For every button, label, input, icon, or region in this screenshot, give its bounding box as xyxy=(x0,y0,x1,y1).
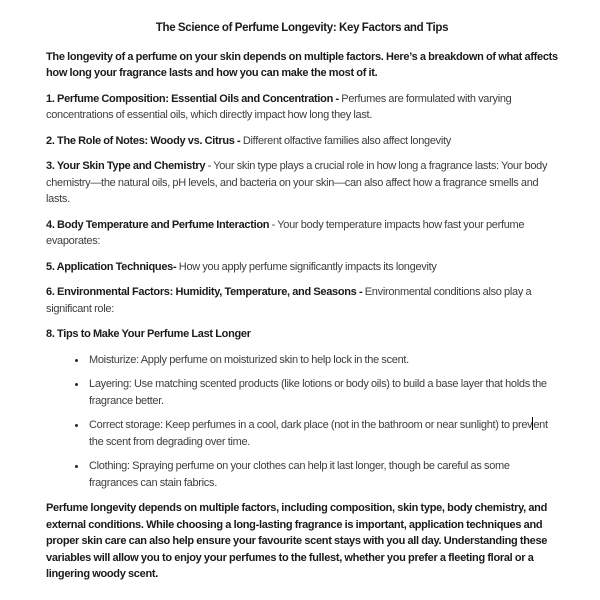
section-1-paragraph[interactable] xyxy=(46,91,558,124)
tip-clothing[interactable] xyxy=(87,458,558,491)
section-2-body: Different olfactive families also affect longevity xyxy=(240,134,451,147)
section-4-heading: 4. Body Temperature and Perfume Interaction xyxy=(46,218,270,231)
section-3-paragraph[interactable] xyxy=(46,158,558,208)
section-1-heading: 1. Perfume Composition: Essential Oils and Concentration - xyxy=(46,92,339,105)
tip-moisturize[interactable] xyxy=(87,352,558,369)
section-2-heading: 2. The Role of Notes: Woody vs. Citrus - xyxy=(46,134,241,147)
section-5-paragraph[interactable] xyxy=(46,259,558,276)
section-2-paragraph[interactable] xyxy=(46,133,558,150)
document-title: The Science of Perfume Longevity: Key Factors and Tips xyxy=(155,22,449,34)
section-6-heading: 6. Environmental Factors: Humidity, Temperature, and Seasons - xyxy=(46,286,363,298)
tips-list xyxy=(46,352,558,492)
tip-storage[interactable] xyxy=(87,417,558,450)
tip-layering-text: Layering: Use matching scented products (like lotions or body oils) to build a base layer that holds the fragrance better. xyxy=(89,378,547,407)
section-3-body: - Your skin type plays a crucial role in how long a fragrance lasts: Your body chemistry—the natural oils, pH levels, and bacteria on your skin—can also affect how a fragrance smells and lasts. xyxy=(46,160,548,205)
tip-layering[interactable] xyxy=(87,376,558,409)
section-5-body: How you apply perfume significantly impacts its longevity xyxy=(176,260,437,273)
section-4-paragraph[interactable] xyxy=(46,217,558,250)
conclusion-paragraph[interactable]: Perfume longevity depends on multiple factors, including composition, skin type, body chemistry, and external conditions. While choosing a long-lasting fragrance is important, application techniques and proper skin care can also help ensure your favourite scent stays with you all day. Understanding these variables will allow you to enjoy your perfumes to the fullest, whether you prefer a fleeting floral or a lingering woody scent. xyxy=(46,502,548,580)
tip-storage-text-after-caret: ent the scent from degrading over time. xyxy=(89,419,548,448)
section-3-heading: 3. Your Skin Type and Chemistry xyxy=(46,160,206,172)
tip-moisturize-text: Moisturize: Apply perfume on moisturized skin to help lock in the scent. xyxy=(89,353,409,366)
tip-storage-text-before-caret: Correct storage: Keep perfumes in a cool, dark place (not in the bathroom or near sunlight) to prev xyxy=(89,419,533,431)
section-6-paragraph[interactable] xyxy=(46,284,558,317)
section-6-body: Environmental conditions also play a significant role: xyxy=(46,286,532,315)
intro-paragraph[interactable]: The longevity of a perfume on your skin depends on multiple factors. Here’s a breakdown of what affects how long your fragrance lasts and how you can make the most of it. xyxy=(46,50,558,79)
tips-heading: 8. Tips to Make Your Perfume Last Longer xyxy=(46,328,251,340)
section-1-body: Perfumes are formulated with varying concentrations of essential oils, which directly impact how long they last. xyxy=(46,92,512,121)
section-4-body: - Your body temperature impacts how fast your perfume evaporates: xyxy=(46,218,525,247)
section-5-heading: 5. Application Techniques- xyxy=(46,260,177,273)
tip-clothing-text: Clothing: Spraying perfume on your clothes can help it last longer, though be careful as some fragrances can stain fabrics. xyxy=(89,460,510,489)
